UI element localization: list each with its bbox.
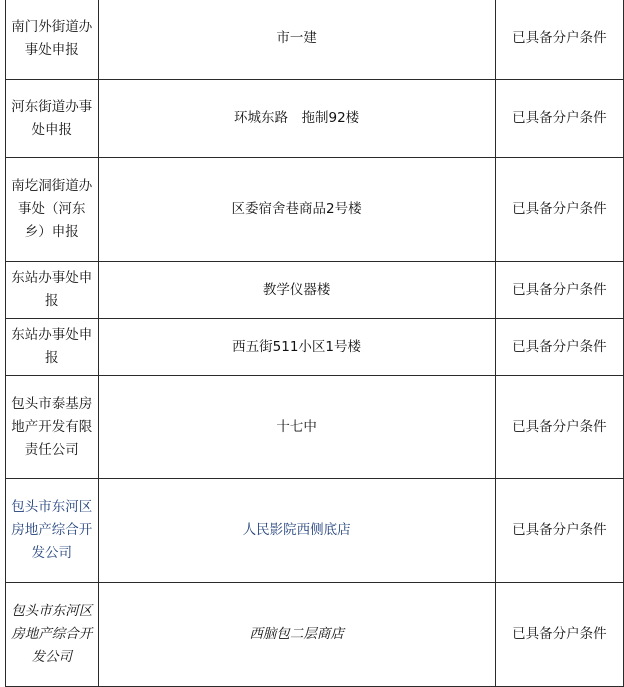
status-cell: 已具备分户条件 bbox=[495, 319, 623, 376]
table-row bbox=[6, 80, 624, 158]
table-row bbox=[6, 262, 624, 319]
status-cell: 已具备分户条件 bbox=[495, 583, 623, 687]
location-cell: 教学仪器楼 bbox=[98, 262, 495, 319]
status-cell: 已具备分户条件 bbox=[495, 262, 623, 319]
status-cell: 已具备分户条件 bbox=[495, 0, 623, 80]
table-row bbox=[6, 583, 624, 687]
table-row bbox=[6, 376, 624, 479]
status-cell: 已具备分户条件 bbox=[495, 479, 623, 583]
location-cell: 人民影院西侧底店 bbox=[98, 479, 495, 583]
table-row bbox=[6, 319, 624, 376]
applicant-cell: 南圪洞街道办事处（河东乡）申报 bbox=[6, 158, 99, 262]
status-cell: 已具备分户条件 bbox=[495, 80, 623, 158]
applicant-cell: 东站办事处申报 bbox=[6, 319, 99, 376]
table-row bbox=[6, 479, 624, 583]
location-cell: 区委宿舍巷商品2号楼 bbox=[98, 158, 495, 262]
applicant-cell: 河东街道办事处申报 bbox=[6, 80, 99, 158]
status-cell: 已具备分户条件 bbox=[495, 158, 623, 262]
applicant-cell: 包头市东河区房地产综合开发公司 bbox=[6, 583, 99, 687]
status-cell: 已具备分户条件 bbox=[495, 376, 623, 479]
location-cell: 十七中 bbox=[98, 376, 495, 479]
household-division-table bbox=[5, 0, 624, 687]
applicant-cell: 包头市东河区房地产综合开发公司 bbox=[6, 479, 99, 583]
location-cell: 西脑包二层商店 bbox=[98, 583, 495, 687]
applicant-cell: 东站办事处申报 bbox=[6, 262, 99, 319]
location-cell: 市一建 bbox=[98, 0, 495, 80]
applicant-cell: 包头市泰基房地产开发有限责任公司 bbox=[6, 376, 99, 479]
location-cell: 西五街511小区1号楼 bbox=[98, 319, 495, 376]
applicant-cell: 南门外街道办事处申报 bbox=[6, 0, 99, 80]
location-cell: 环城东路 拖制92楼 bbox=[98, 80, 495, 158]
table-row bbox=[6, 158, 624, 262]
table-row bbox=[6, 0, 624, 80]
